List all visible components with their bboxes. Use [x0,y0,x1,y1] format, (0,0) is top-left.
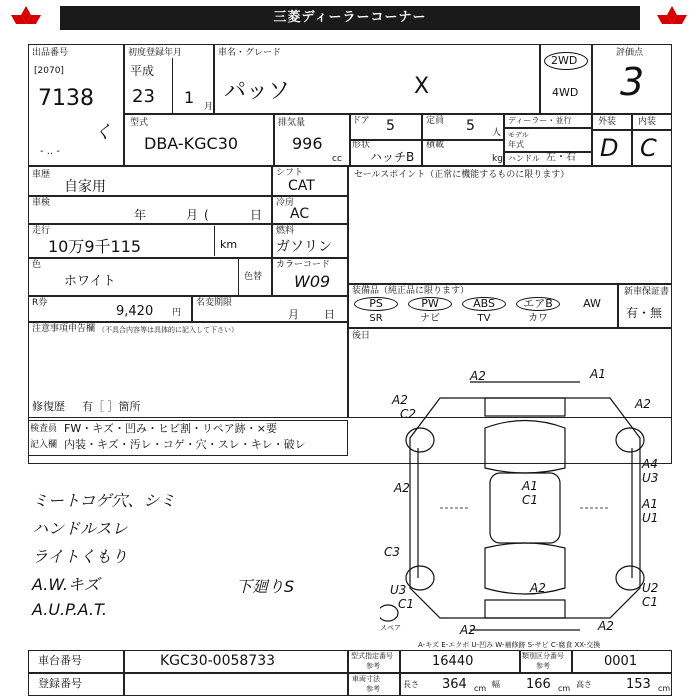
lot-handwritten: く [94,122,112,143]
doors-value: 5 [386,118,395,134]
recycle-cell [28,296,192,322]
mark-1: A1 [590,368,606,381]
fuel-label: 燃料 [276,226,295,236]
lot-label: 出品番号 [32,48,69,58]
mark-12b: C1 [642,595,659,609]
car-trunk [485,600,565,618]
mark-13: A2 [460,623,476,637]
inspection-day: 日 [250,208,263,222]
mark-12: U2 [642,581,659,595]
equipment-top-3: エアB [523,297,553,310]
shift-value: CAT [288,178,315,194]
lot-number: 7138 [38,86,94,111]
mark-0: A2 [470,369,486,383]
dims-width-label: 幅 [492,680,500,689]
recycle-unit: 円 [172,308,182,318]
mark-8b: U1 [642,511,659,525]
aircon-value: AC [290,206,310,222]
equipment-circle-0 [354,297,398,311]
comment-line-2: ライトくもり [32,547,128,566]
color-divider [238,258,239,296]
classspec-label1: 類別区分番号 [522,652,564,660]
equipment-label: 装備品（純正品に限ります） [352,286,470,296]
dims-width-unit: cm [558,684,571,693]
inspection-label: 車検 [32,198,51,208]
notes-cell [28,322,348,418]
car-windshield [485,421,565,474]
equipment-bottom-3: カワ [528,313,548,324]
name-label: 車名・グレード [218,48,282,58]
load-unit: kg [492,154,503,164]
model-value: DBA-KGC30 [144,134,239,153]
colorcode-value: W09 [294,272,331,291]
handle-label: ハンドル [508,154,540,163]
mark-14: A2 [598,619,614,633]
inspector-row1: FW・キズ・凹み・ヒビ割・リペア跡・×要 [64,422,277,435]
fuel-value: ガソリン [276,239,332,255]
equipment-top-1: PW [421,297,439,310]
mileage-unit: km [220,238,238,251]
capacity-unit: 人 [492,128,502,138]
drive-2wd: 2WD [551,54,578,67]
equipment-top-4: AW [583,297,601,310]
under-note: 下廻りS [236,577,295,596]
comment-line-3: A.W.キズ [32,575,100,594]
repair-value: 有［ ］箇所 [82,400,141,413]
comment-line-4: A.U.P.A.T. [32,600,107,619]
dims-width: 166 [526,677,551,692]
first-reg-year: 23 [132,86,155,107]
dims-height-label: 高さ [576,680,592,689]
header-title: 三菱ディーラーコーナー [273,10,427,25]
first-reg-era: 平成 [130,64,155,78]
modelspec-value: 16440 [432,654,474,669]
mark-8: A1 [642,497,658,511]
aircon-label: 冷房 [276,198,295,208]
dims-height-unit: cm [658,684,671,693]
lot-sub: [2070] [34,66,64,76]
dims-length-label: 長さ [403,680,419,689]
inspection-paren: ( [204,208,209,222]
sales-point-label: セールスポイント（正常に機能するものに限ります） [354,170,570,180]
notes-sub: （不具合内容等は具体的に記入して下さい） [98,326,238,334]
mitsubishi-logo-left [6,4,46,36]
colorcode-label: カラーコード [276,260,331,270]
mark-11: A2 [530,581,546,595]
reg-label: 登録番号 [38,677,82,690]
recycle-label: R券 [32,298,48,308]
history-value: 自家用 [64,179,106,195]
equipment-bottom-1: ナビ [420,313,440,324]
equipment-top-2: ABS [473,297,495,310]
ext-value: D [600,134,619,162]
classspec-label2: 参考 [536,662,550,670]
repair-label: 修復歴 [32,400,65,413]
comment-line-0: ミートコゲ穴、シミ [32,491,176,510]
modelyear-label2: 年式 [508,140,524,149]
inspector-label1: 検査員 [30,424,58,434]
header [0,0,700,36]
equipment-circle-3 [516,297,560,311]
history-label: 車歴 [32,170,51,180]
dims-height: 153 [626,677,651,692]
modelspec-label2: 参考 [366,662,380,670]
mark-7b: U3 [642,471,659,485]
car-name: パッソ [224,79,291,104]
reg-value-cell [124,673,348,696]
shape-label: 形状 [352,140,371,150]
namechange-label: 名変期限 [196,298,233,308]
displacement-unit: cc [332,154,342,164]
equipment-top-0: PS [369,297,383,310]
warranty-value: 有・無 [626,306,663,320]
chassis-label: 車台番号 [38,654,82,667]
mileage-divider [214,226,215,256]
modelspec-label1: 型式指定番号 [351,652,393,660]
recycle-value: 9,420 [116,304,154,319]
damage-legend: A-キズ E-エクボ U-凹み W-補修跡 S-サビ C-腐食 XX-交換 [418,641,601,649]
mark-10: U3 [390,583,407,597]
sales-point-cell [348,166,672,284]
warranty-label: 新車保証書 [624,287,670,297]
namechange-day: 日 [324,308,335,321]
doors-label: ドア [352,116,370,126]
dims-length: 364 [442,677,467,692]
capacity-value: 5 [466,118,475,134]
mark-6: A1 [522,479,538,493]
handle-value: 左・右 [546,152,576,163]
classspec-value: 0001 [604,654,638,669]
mitsubishi-logo-right [652,4,692,36]
grade-value: 3 [620,60,645,104]
modelyear-label1: モデル [508,131,529,139]
color-value: ホワイト [64,274,116,289]
inspection-year: 年 [134,208,147,222]
mark-5: A2 [394,481,410,495]
mark-3: A2 [392,393,408,407]
first-reg-month-unit: 月 [204,102,214,112]
ext-label: 外装 [598,117,617,127]
spare-tire [380,605,398,621]
car-rear-window [485,543,565,594]
mark-7: A4 [642,457,658,471]
inspection-cell [28,196,272,224]
chassis-value: KGC30-0058733 [160,653,276,669]
equipment-circle-1 [408,297,452,311]
displacement-label: 排気量 [278,118,306,128]
dealer-label: ディーラー・並行 [508,116,572,125]
mileage-value: 10万9千115 [48,237,142,256]
equipment-bottom-0: SR [369,313,383,324]
color-label: 色 [32,260,42,270]
mark-10b: C1 [398,597,415,611]
model-label: 型式 [130,118,149,128]
namechange-month: 月 [288,308,299,321]
after-label: 後日 [352,331,371,341]
equipment-circle-2 [462,297,506,311]
dims-label2: 参考 [366,685,380,693]
car-diagram [380,368,670,638]
int-value: C [640,134,657,162]
load-label: 積載 [426,140,445,150]
dims-label1: 車両寸法 [352,675,380,683]
comment-line-1: ハンドルスレ [32,519,128,538]
mark-4: C2 [400,407,417,421]
first-reg-label: 初度登録年月 [128,48,183,58]
equipment-bottom-2: TV [477,313,491,324]
mark-6b: C1 [522,493,539,507]
inspection-month: 月 [186,208,199,222]
notes-label: 注意事項申告欄 [32,324,96,334]
car-hood [485,398,565,416]
lot-dots: - .. - [40,146,60,157]
shift-label: シフト [276,168,304,178]
grade-label: 評価点 [616,48,644,58]
car-grade: X [414,74,430,99]
spare-label: スペア [380,624,401,632]
displacement-value: 996 [292,134,323,153]
first-reg-month: 1 [184,88,195,107]
mark-2: A2 [635,397,651,411]
drive-4wd: 4WD [552,86,579,99]
color-change-label: 色替 [244,272,263,282]
inspector-row2: 内装・キズ・汚レ・コゲ・穴・スレ・キレ・破レ [64,438,306,451]
dims-length-unit: cm [474,684,487,693]
first-reg-divider [172,58,173,114]
shape-value: ハッチB [370,150,415,164]
inspector-label2: 記入欄 [30,440,58,450]
capacity-label: 定員 [426,116,445,126]
int-label: 内装 [638,117,657,127]
mark-9: C3 [384,545,401,559]
mileage-label: 走行 [32,226,51,236]
